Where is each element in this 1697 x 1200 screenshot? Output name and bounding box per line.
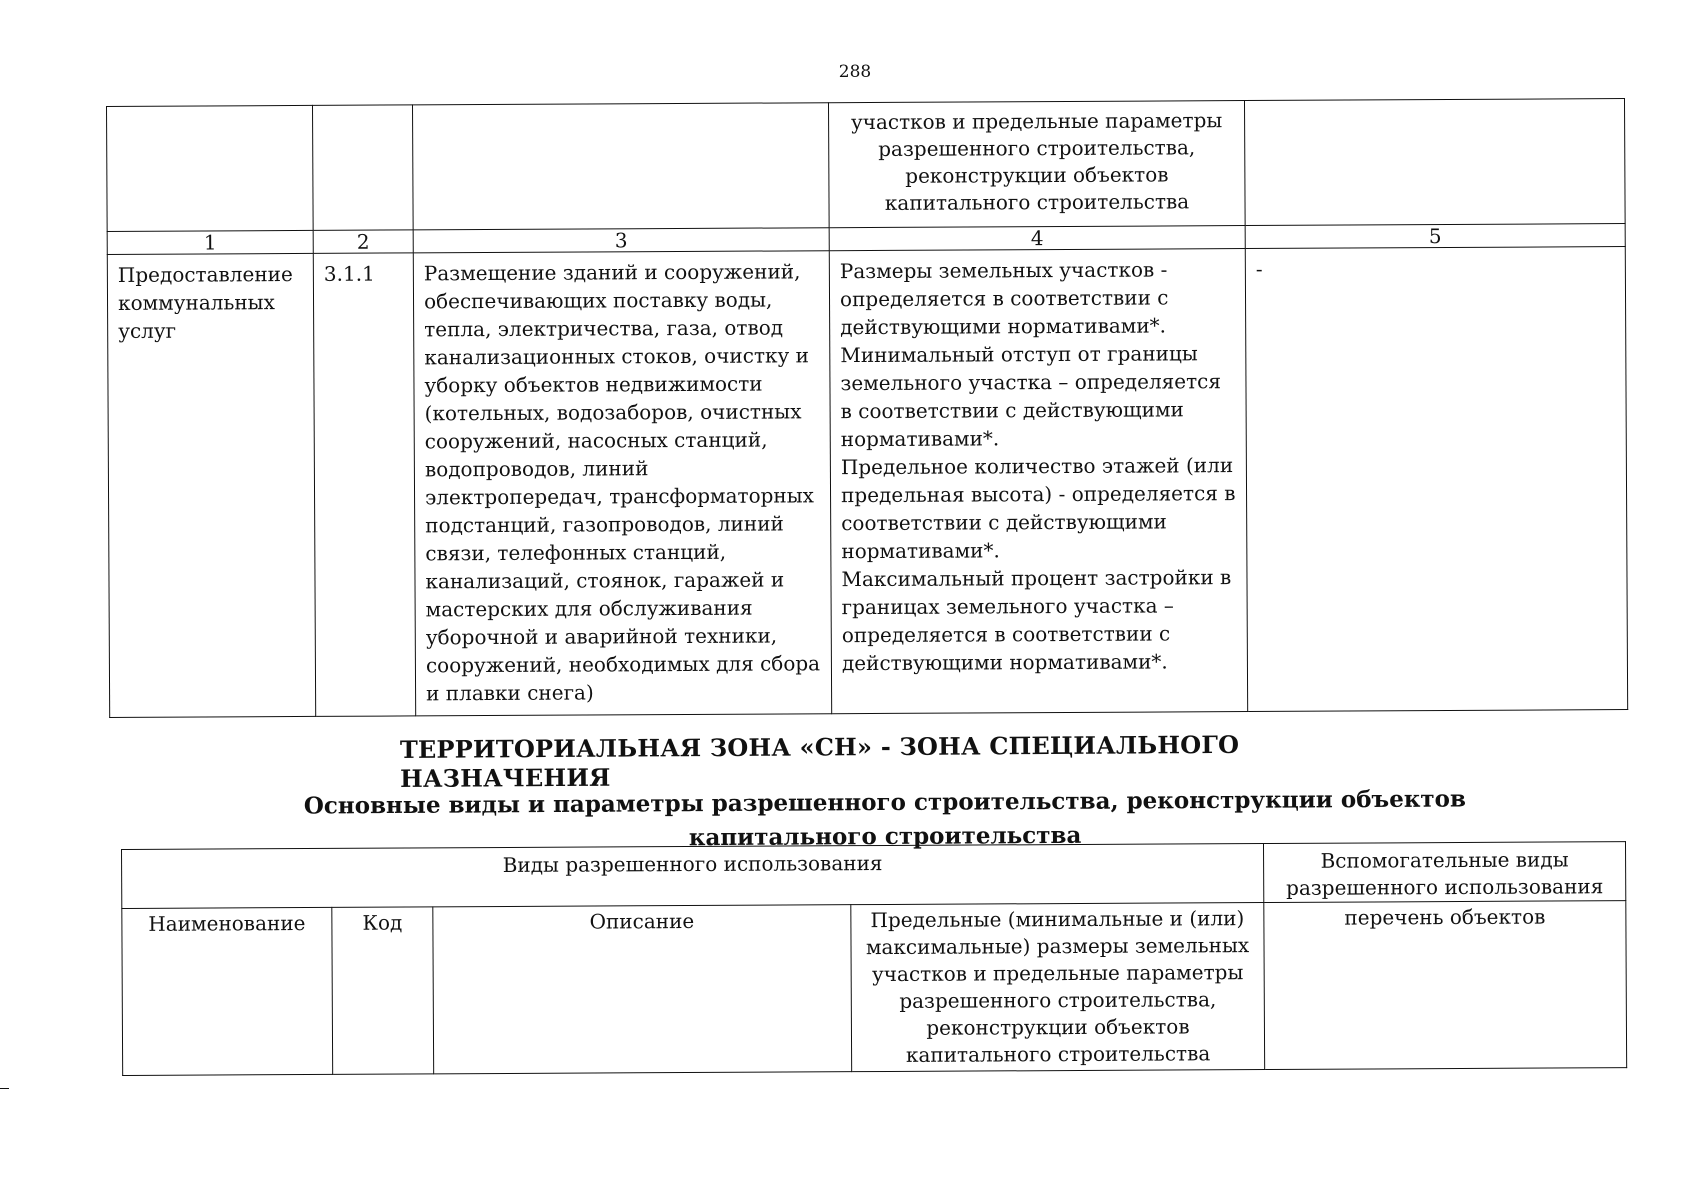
table-header-row — [107, 99, 1626, 232]
column-header-params: Предельные (минимальные и (или) максимальные) размеры земельных участков и предельные параметры разрешенного строительства, реконструкции объектов капитального строительства — [851, 903, 1265, 1072]
header-cell-aux — [1244, 99, 1625, 226]
column-header-name: Наименование — [122, 907, 333, 1075]
params-item: Минимальный отступ от границы земельного участка – определяется в соответствии с действующими нормативами*. — [840, 341, 1222, 452]
column-number: 4 — [829, 226, 1245, 251]
table-row — [107, 247, 1627, 718]
header-cell-params: участков и предельные параметры разрешенного строительства, реконструкции объектов капитального строительства — [828, 101, 1245, 228]
use-description-cell: Размещение зданий и сооружений, обеспечивающих поставку воды, тепла, электричества, газа, отвод канализационных стоков, очистку и уборку объектов недвижимости (котельных, водозаборов, очистных сооружений, насосных станций, водопроводов, линий электропередач, трансформаторных подстанций, газопроводов, линий связи, телефонных станций, канализаций, стоянок, гаражей и мастерских для обслуживания уборочной и аварийной техники, сооружений, необходимых для сбора и плавки снега) — [413, 251, 831, 716]
zone-title: ТЕРРИТОРИАЛЬНАЯ ЗОНА «СН» - ЗОНА СПЕЦИАЛЬНОГО НАЗНАЧЕНИЯ — [399, 729, 1240, 793]
group-header-main: Виды разрешенного использования — [122, 844, 1264, 909]
params-item: Размеры земельных участков - определяется в соответствии с действующими нормативами*. — [839, 257, 1169, 340]
column-number: 3 — [413, 228, 829, 253]
group-header-aux: Вспомогательные виды разрешенного использования — [1263, 842, 1625, 903]
column-header-aux: перечень объектов — [1264, 901, 1627, 1070]
column-number: 5 — [1245, 224, 1625, 249]
column-number: 1 — [107, 230, 313, 254]
page-number: 288 — [838, 62, 872, 82]
continuation-table — [106, 98, 1628, 718]
section-title: Основные виды и параметры разрешенного строительства, реконструкции объектов капитального строительства — [303, 785, 1467, 852]
margin-dash — [0, 1088, 9, 1089]
column-header-row — [122, 901, 1627, 1076]
new-table — [121, 841, 1627, 1076]
params-item: Максимальный процент застройки в границах земельного участка – определяется в соответствии с действующими нормативами*. — [841, 565, 1232, 676]
use-code-cell: 3.1.1 — [313, 253, 415, 717]
column-number: 2 — [313, 230, 413, 254]
group-header-row — [122, 842, 1626, 909]
header-cell-name — [107, 105, 314, 231]
params-item: Предельное количество этажей (или предельная высота) - определяется в соответствии с действующими нормативами*. — [840, 453, 1236, 564]
use-params-cell — [829, 249, 1247, 714]
header-cell-code — [312, 105, 413, 231]
column-header-desc: Описание — [433, 905, 852, 1074]
auxiliary-cell: - — [1245, 247, 1627, 712]
header-cell-desc — [412, 103, 829, 230]
column-header-code: Код — [332, 907, 434, 1075]
use-name-cell: Предоставление коммунальных услуг — [107, 253, 315, 717]
